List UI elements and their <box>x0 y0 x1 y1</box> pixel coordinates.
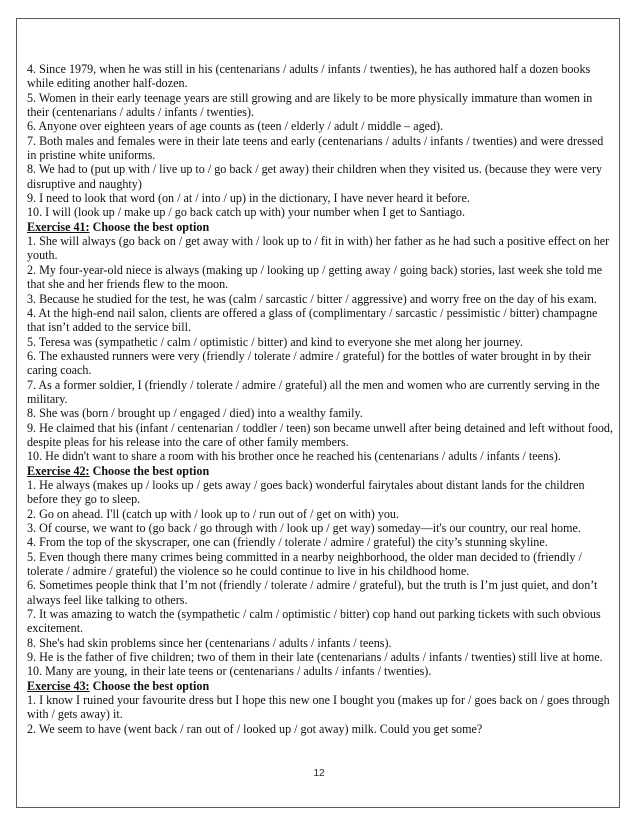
exercise-41 <box>27 220 613 464</box>
page-number: 12 <box>313 768 325 779</box>
question: 2. My four-year-old niece is always (making up / looking up / getting away / going back) stories, last week she told me that she and her friends flew to the moon. <box>27 262 603 292</box>
exercise-42 <box>27 464 613 679</box>
question: 6. Sometimes people think that I’m not (friendly / tolerate / admire / grateful), but the truth is I’m just quiet, and don’t always feel like talking to others. <box>27 578 598 607</box>
question: 4. From the top of the skyscraper, one can (friendly / tolerate / admire / grateful) the city’s stunning skyline. <box>27 535 548 550</box>
question: 10. Many are young, in their late teens or (centenarians / adults / infants / twenties). <box>27 664 432 679</box>
question: 1. He always (makes up / looks up / gets away / goes back) wonderful fairytales about distant lands for the children before they go to sleep. <box>27 477 585 507</box>
question: 6. The exhausted runners were very (friendly / tolerate / admire / grateful) for the bottles of water brought in by their caring coach. <box>27 348 591 378</box>
exercise-label: Exercise 41: <box>27 219 90 234</box>
question: 7. Both males and females were in their late teens and early (centenarians / adults / infants / twenties) and were dressed in pristine white uniforms. <box>27 133 604 163</box>
question: 5. Teresa was (sympathetic / calm / optimistic / bitter) and kind to everyone she met along her journey. <box>27 334 523 349</box>
exercise-heading <box>27 464 613 478</box>
question: 8. She was (born / brought up / engaged / died) into a wealthy family. <box>27 406 363 421</box>
exercise-title: Choose the best option <box>89 678 210 693</box>
question: 8. She's had skin problems since her (centenarians / adults / infants / teens). <box>27 635 392 650</box>
question: 9. He claimed that his (infant / centenarian / toddler / teen) son became unwell after being detained and left without food, despite pleas for his release into the care of other family members. <box>27 420 614 449</box>
exercise-heading <box>27 679 613 693</box>
exercise-title: Choose the best option <box>89 219 210 234</box>
question: 9. He is the father of five children; two of them in their late (centenarians / adults / infants / twenties) still live at home. <box>27 650 603 665</box>
question: 10. He didn't want to share a room with his brother once he reached his (centenarians / adults / infants / teens). <box>27 449 561 464</box>
document-body <box>27 62 613 736</box>
question: 10. I will (look up / make up / go back catch up with) your number when I get to Santiago. <box>27 205 465 220</box>
question: 2. We seem to have (went back / ran out of / looked up / got away) milk. Could you get some? <box>27 721 483 736</box>
question: 1. She will always (go back on / get away with / look up to / fit in with) her father as he had such a positive effect on her youth. <box>27 234 610 263</box>
question: 3. Because he studied for the test, he was (calm / sarcastic / bitter / aggressive) and worry free on the day of his exam. <box>27 291 597 306</box>
exercise-40-continued <box>27 62 613 220</box>
question: 3. Of course, we want to (go back / go through with / look up / get way) someday—it's our country, our real home. <box>27 521 581 535</box>
question: 7. It was amazing to watch the (sympathetic / calm / optimistic / bitter) cop hand out parking tickets with such obvious excitement. <box>27 607 601 636</box>
question: 8. We had to (put up with / live up to / go back / get away) their children when they visited us. (because they were very disruptive and naughty) <box>27 162 603 191</box>
exercise-label: Exercise 42: <box>27 463 90 478</box>
exercise-label: Exercise 43: <box>27 678 90 693</box>
exercise-heading <box>27 220 613 234</box>
question: 5. Women in their early teenage years are still growing and are likely to be more physically immature than women in their (centenarians / adults / infants / twenties). <box>27 90 593 120</box>
question: 9. I need to look that word (on / at / into / up) in the dictionary, I have never heard it before. <box>27 191 470 206</box>
question: 6. Anyone over eighteen years of age counts as (teen / elderly / adult / middle – aged). <box>27 119 444 134</box>
question: 4. Since 1979, when he was still in his (centenarians / adults / infants / twenties), he has authored half a dozen books while editing another half-dozen. <box>27 62 591 91</box>
exercise-43 <box>27 679 613 736</box>
question: 1. I know I ruined your favourite dress but I hope this new one I bought you (makes up for / goes back on / goes through with / gets away) it. <box>27 693 610 722</box>
question: 5. Even though there many crimes being committed in a nearby neighborhood, the older man decided to (friendly / tolerate / admire / grateful) the violence so he could continue to live in his childhood home. <box>27 549 582 579</box>
question: 7. As a former soldier, I (friendly / tolerate / admire / grateful) all the men and women who are currently serving in the military. <box>27 377 600 406</box>
question: 2. Go on ahead. I'll (catch up with / look up to / run out of / get on with) you. <box>27 506 399 521</box>
exercise-title: Choose the best option <box>89 463 210 478</box>
question: 4. At the high-end nail salon, clients are offered a glass of (complimentary / sarcastic / pessimistic / bitter) champagne that isn’t added to the service bill. <box>27 305 598 335</box>
